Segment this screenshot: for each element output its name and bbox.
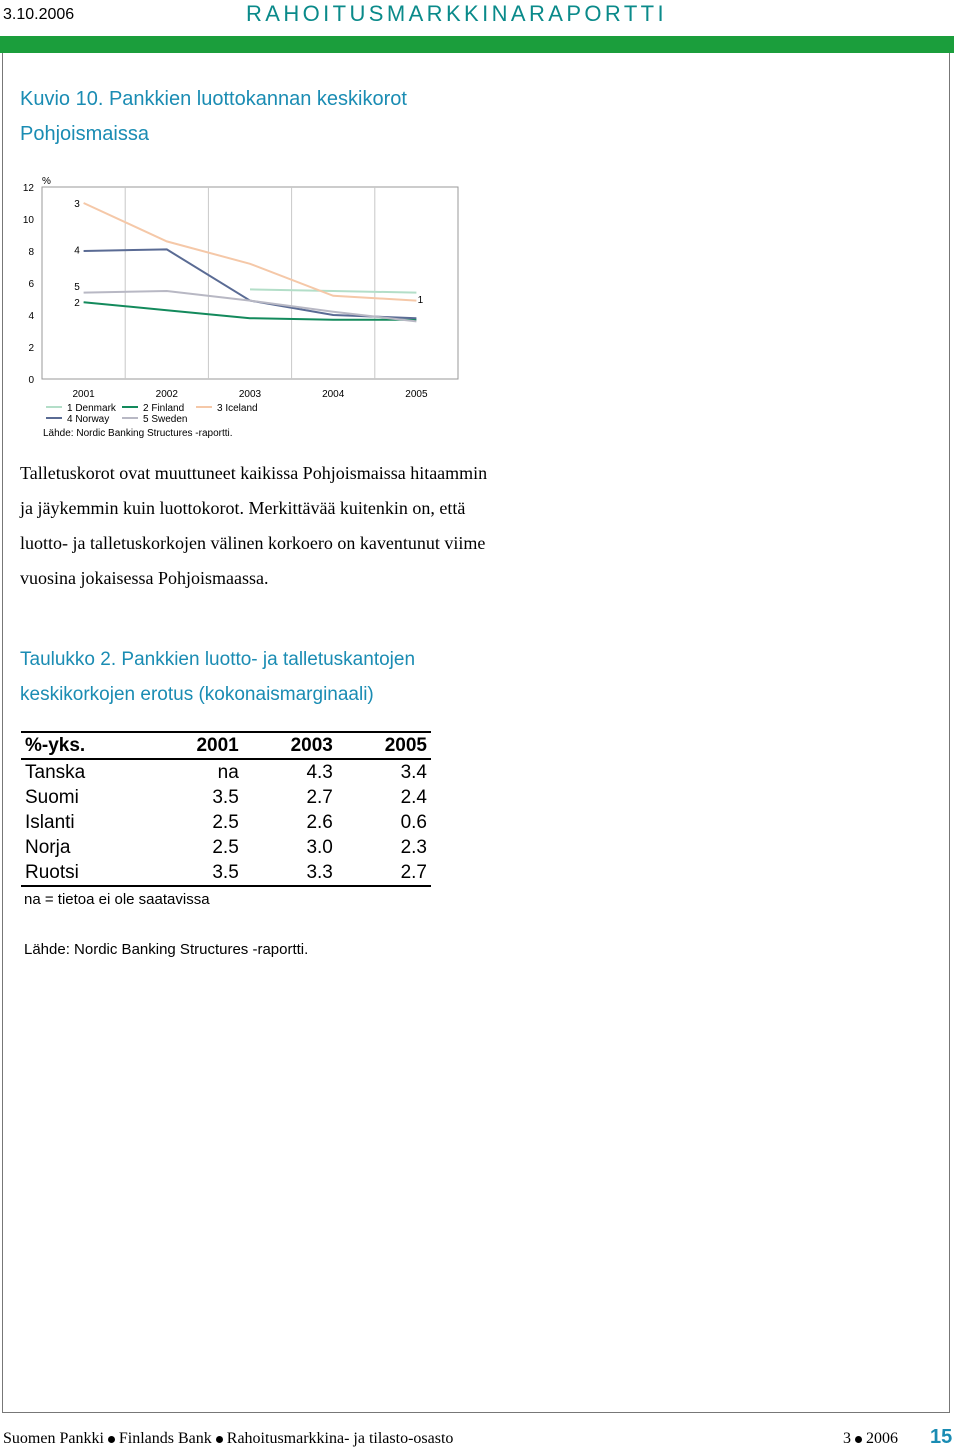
footer-department: Rahoitusmarkkina- ja tilasto-osasto: [226, 1430, 454, 1447]
table-title: Taulukko 2. Pankkien luotto- ja talletuskantojen keskikorkojen erotus (kokonaismarginaali): [20, 649, 416, 705]
header-date: 3.10.2006: [3, 6, 75, 23]
table-cell: na: [217, 762, 239, 783]
y-tick-label: 4: [28, 311, 34, 322]
table-cell: 2.5: [212, 837, 239, 858]
table-cell: Norja: [25, 837, 71, 858]
table-cell: 3.5: [212, 787, 239, 808]
table-cell: 2.5: [212, 812, 239, 833]
y-axis-label: %: [42, 176, 51, 187]
footer-issue-year: 2006: [866, 1430, 898, 1447]
y-tick-label: 6: [28, 279, 34, 290]
table-header-cell: 2001: [149, 732, 243, 759]
table-cell: 2.4: [400, 787, 427, 808]
y-tick-label: 0: [28, 375, 34, 386]
legend-entry: 4 Norway: [67, 414, 110, 425]
table-row: [21, 860, 431, 886]
series-number-label: 5: [74, 282, 80, 294]
y-tick-label: 12: [22, 183, 34, 194]
table-cell: 2.7: [400, 862, 427, 883]
table-cell: 3.3: [306, 862, 333, 883]
table-cell: 0.6: [400, 812, 427, 833]
table-cell: Ruotsi: [25, 862, 79, 883]
x-tick-label: 2003: [238, 389, 262, 400]
legend-entry: 2 Finland: [143, 403, 185, 414]
header-title: RAHOITUSMARKKINARAPORTTI: [246, 1, 668, 26]
table-cell: 2.7: [306, 787, 333, 808]
series-number-label: 2: [74, 298, 80, 310]
x-tick-label: 2001: [72, 389, 95, 400]
table-cell: 2.6: [306, 812, 333, 833]
footer-organisation: [3, 1430, 453, 1448]
plot-frame: [42, 187, 458, 379]
table-source: Lähde: Nordic Banking Structures -raportti.: [24, 941, 309, 958]
footer-org2: Finlands Bank: [118, 1430, 212, 1447]
table-header-cell: 2003: [243, 732, 337, 759]
table-note: na = tietoa ei ole saatavissa: [24, 891, 210, 908]
series-number-label: 3: [74, 199, 80, 210]
bullet-icon: [216, 1436, 223, 1443]
table-row: [21, 759, 431, 785]
line-chart: [0, 160, 480, 428]
footer-issue-number: 3: [843, 1430, 851, 1447]
x-tick-label: 2005: [405, 389, 428, 400]
x-tick-label: 2004: [322, 389, 345, 400]
table-header-cell: %-yks.: [21, 732, 149, 759]
table-cell: Suomi: [25, 787, 79, 808]
legend-entry: 1 Denmark: [67, 403, 116, 414]
bullet-icon: [855, 1436, 862, 1443]
table-row: [21, 835, 431, 860]
margin-table: [21, 731, 431, 887]
legend-entry: 5 Sweden: [143, 414, 188, 425]
header-green-bar: [0, 36, 954, 53]
chart-source: Lähde: Nordic Banking Structures -raportti.: [43, 428, 233, 439]
footer-issue: [843, 1430, 898, 1448]
series-line-iceland: [84, 203, 417, 301]
y-tick-label: 2: [28, 343, 34, 354]
table-header-cell: 2005: [337, 732, 431, 759]
table-cell: 3.4: [400, 762, 427, 783]
table-cell: 3.5: [212, 862, 239, 883]
table-row: [21, 785, 431, 810]
figure-title: Kuvio 10. Pankkien luottokannan keskikorot Pohjoismaissa: [20, 88, 407, 145]
series-number-label: 1: [417, 295, 424, 306]
y-tick-label: 8: [28, 247, 34, 258]
table-cell: Tanska: [25, 762, 86, 783]
legend-entry: 3 Iceland: [217, 403, 258, 414]
table-header-row: [21, 732, 431, 759]
y-tick-label: 10: [22, 215, 34, 226]
series-line-denmark: [250, 289, 416, 292]
table-cell: Islanti: [25, 812, 75, 833]
table-cell: 2.3: [400, 837, 427, 858]
table-cell: 4.3: [306, 762, 333, 783]
table-row: [21, 810, 431, 835]
x-tick-label: 2002: [155, 389, 178, 400]
footer-org1: Suomen Pankki: [3, 1430, 104, 1447]
bullet-icon: [108, 1436, 115, 1443]
page-number: 15: [930, 1426, 953, 1448]
body-paragraph: Talletuskorot ovat muuttuneet kaikissa Pohjoismaissa hitaammin ja jäykemmin kuin luottokorot. Merkittävää kuitenkin on, että luotto- ja talletuskorkojen välinen korkoero on kaventunut viime vuosina jokaisessa Pohjoismaassa.: [20, 463, 488, 588]
table-cell: 3.0: [306, 837, 333, 858]
series-number-label: 4: [74, 245, 80, 257]
